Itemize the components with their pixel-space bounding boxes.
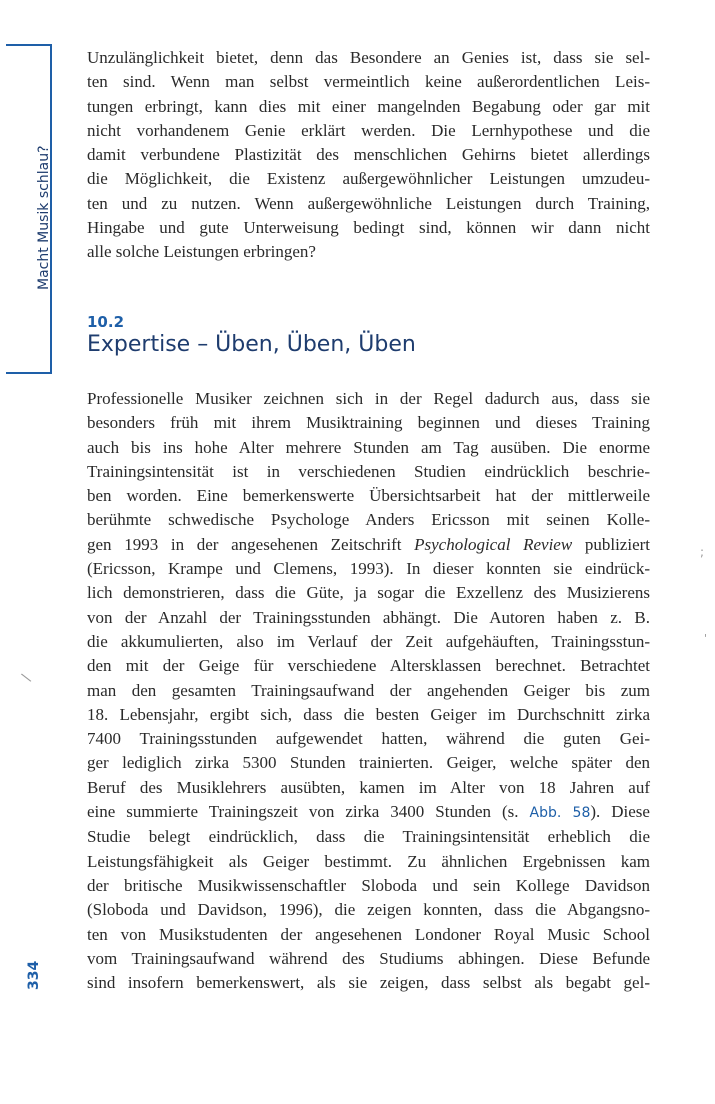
text-line: Professionelle Musiker zeichnen sich in der Regel dadurch aus, dass sie <box>87 389 650 408</box>
text-line: Unzulänglichkeit bietet, denn das Besondere an Genies ist, dass sie sel- <box>87 48 650 67</box>
text-line: ten und zu nutzen. Wenn außergewöhnliche Leistungen durch Training, <box>87 193 650 213</box>
text-line: 7400 Trainingsstunden aufgewendet hatten, während die guten Gei- <box>87 729 650 749</box>
section-title: Expertise – Üben, Üben, Üben <box>87 332 416 357</box>
text-line: ten von Musikstudenten der angesehenen Londoner Royal Music School <box>87 924 650 944</box>
figure-reference[interactable]: Abb. 58 <box>529 805 591 822</box>
text-line: auch bis ins hohe Alter mehrere Stunden am Tag ausüben. Die enorme <box>87 437 650 457</box>
text-line: nicht vorhandenem Genie erklärt werden. Die Lernhypothese und die <box>87 120 650 140</box>
text-line: Studie belegt eindrücklich, dass die Trainingsintensität erheblich die <box>87 827 650 847</box>
paragraph-intro <box>87 46 650 265</box>
text-line: besonders früh mit ihrem Musiktraining beginnen und dieses Training <box>87 413 650 433</box>
text-line: man den gesamten Trainingsaufwand der angehenden Geiger bis zum <box>87 680 650 700</box>
text-line: ben worden. Eine bemerkenswerte Übersichtsarbeit hat der mittlerweile <box>87 486 650 506</box>
text-segment: gen 1993 in der angesehenen Zeitschrift <box>87 534 415 554</box>
text-line: Leistungsfähigkeit als Geiger bestimmt. Zu ähnlichen Ergebnissen kam <box>87 851 650 871</box>
text-line: sind insofern bemerkenswert, als sie zeigen, dass selbst als begabt gel- <box>87 973 650 993</box>
text-segment: eine summierte Trainingszeit von zirka 3400 Stunden (s. <box>87 802 530 822</box>
text-line: Beruf des Musiklehrers ausübten, kamen im Alter von 18 Jahren auf <box>87 777 650 797</box>
text-line: von der Anzahl der Trainingsstunden abhängt. Die Autoren haben z. B. <box>87 607 650 627</box>
page-number: 334 <box>26 960 42 990</box>
paragraph-expertise <box>87 387 650 995</box>
text-line: vom Trainingsaufwand während des Studiums abhingen. Diese Befunde <box>87 948 650 968</box>
text-line <box>87 800 650 825</box>
text-line <box>87 533 650 557</box>
text-line: lich demonstrieren, dass die Güte, ja sogar die Exzellenz des Musizierens <box>87 583 650 603</box>
text-line: ger lediglich zirka 5300 Stunden trainierten. Geiger, welche später den <box>87 753 650 773</box>
text-line: (Ericsson, Krampe und Clemens, 1993). In dieser konnten sie eindrück- <box>87 559 650 579</box>
text-line: alle solche Leistungen erbringen? <box>87 242 316 262</box>
text-line: damit verbundene Plastizität des menschlichen Gehirns bietet allerdings <box>87 145 650 165</box>
text-line: Trainingsintensität ist in verschiedenen Studien eindrücklich beschrie- <box>87 461 650 481</box>
text-line: die Möglichkeit, die Existenz außergewöhnlicher Leistungen umzudeu- <box>87 169 650 189</box>
text-line: die akkumulierten, also im Verlauf der Zeit aufgehäuften, Trainingsstun- <box>87 631 650 651</box>
chapter-running-title: Macht Musik schlau? <box>36 145 52 290</box>
section-number: 10.2 <box>87 313 125 331</box>
text-line: Hingabe und gute Unterweisung bedingt sind, können wir dann nicht <box>87 218 650 238</box>
scan-artifact: \ <box>19 670 33 686</box>
text-segment: ). Diese <box>590 802 650 822</box>
text-segment: publiziert <box>572 534 650 554</box>
text-line: den mit der Geige für verschiedene Altersklassen berechnet. Betrachtet <box>87 656 650 676</box>
scan-artifact: ; <box>700 545 705 559</box>
journal-title: Psychological Review <box>414 534 573 554</box>
text-line: berühmte schwedische Psychologe Anders Ericsson mit seinen Kolle- <box>87 510 650 530</box>
text-line: tungen erbringt, kann dies mit einer mangelnden Begabung oder gar mit <box>87 96 650 116</box>
text-line: 18. Lebensjahr, ergibt sich, dass die besten Geiger im Durchschnitt zirka <box>87 704 650 724</box>
text-line: der britische Musikwissenschaftler Sloboda und sein Kollege Davidson <box>87 875 650 895</box>
scan-artifact: ' <box>704 632 708 645</box>
text-line: (Sloboda und Davidson, 1996), die zeigen konnten, dass die Abgangsno- <box>87 900 650 920</box>
text-line: ten sind. Wenn man selbst vermeintlich keine außerordentlichen Leis- <box>87 72 650 92</box>
